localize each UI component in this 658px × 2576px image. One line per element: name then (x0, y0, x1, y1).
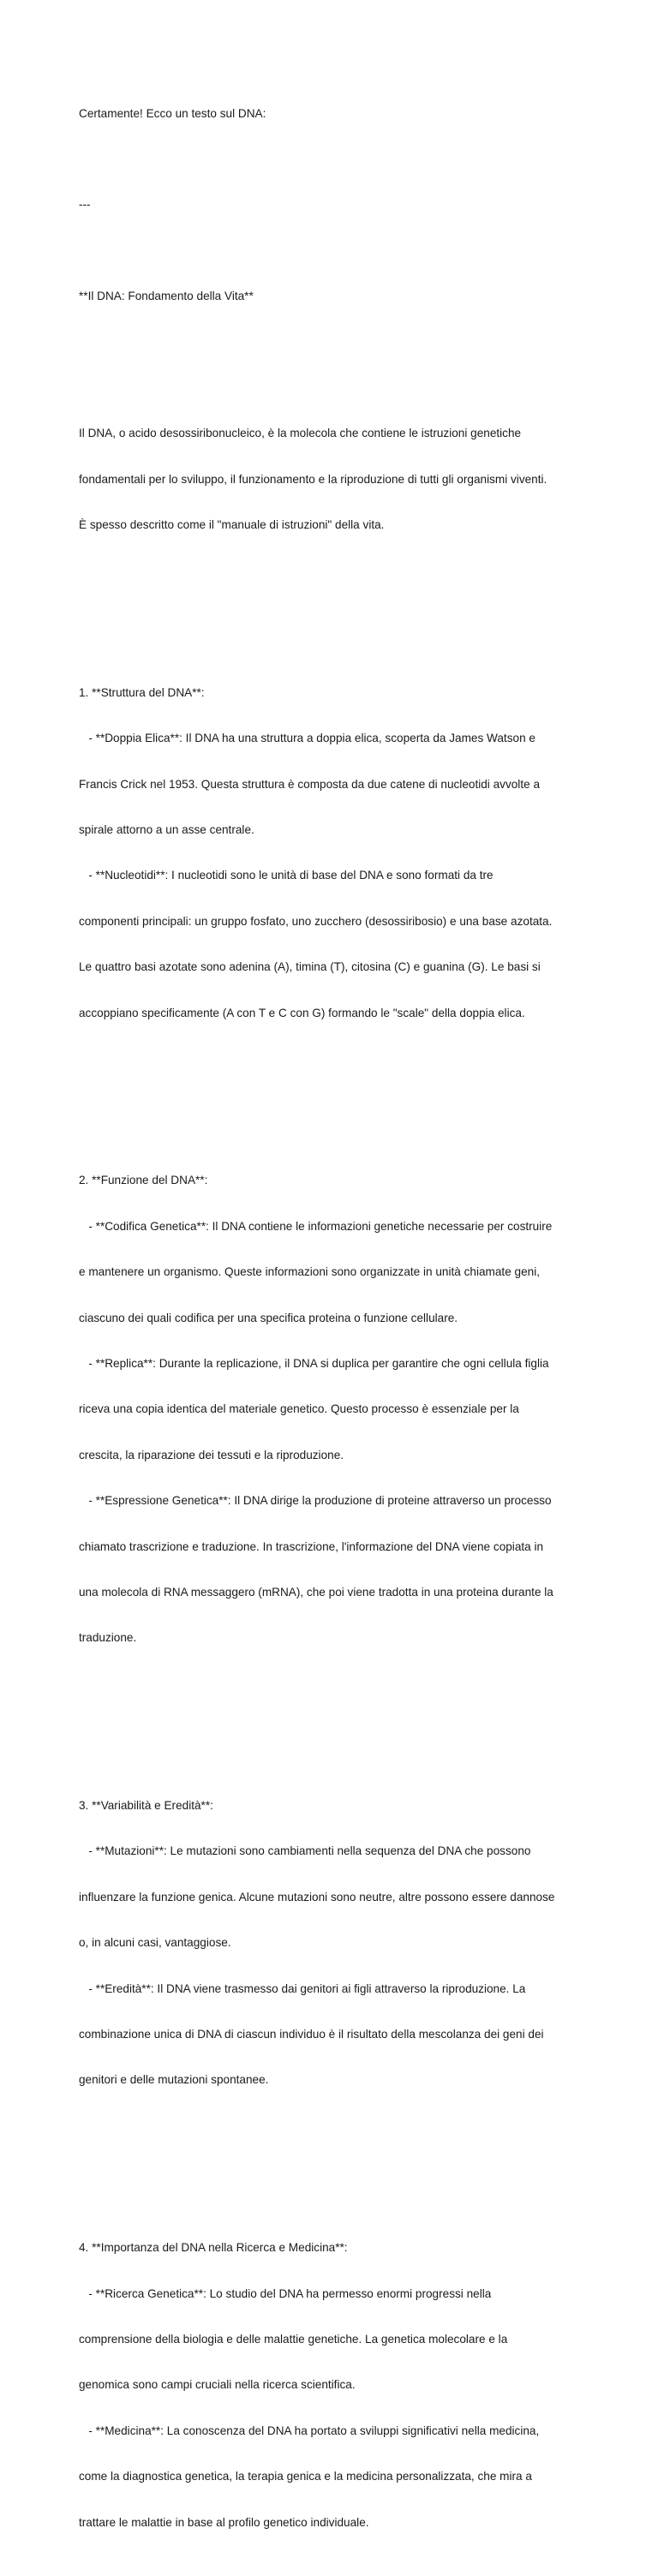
section-line: una molecola di RNA messaggero (mRNA), che poi viene tradotta in una proteina durante la (79, 1585, 553, 1599)
section-line: combinazione unica di DNA di ciascun individuo è il risultato della mescolanza dei geni dei (79, 2028, 544, 2041)
section-variability (79, 1767, 584, 2118)
spacer (79, 594, 584, 609)
section-line: - **Medicina**: La conoscenza del DNA ha portato a sviluppi significativi nella medicina, (79, 2424, 540, 2437)
section-heading: 4. **Importanza del DNA nella Ricerca e Medicina**: (79, 2241, 348, 2255)
section-line: chiamato trascrizione e traduzione. In trascrizione, l'informazione del DNA viene copiata in (79, 1539, 544, 1553)
section-line: - **Doppia Elica**: Il DNA ha una struttura a doppia elica, scoperta da James Watson e (79, 732, 535, 745)
section-line: Francis Crick nel 1953. Questa struttura è composta da due catene di nucleotidi avvolte a (79, 777, 541, 791)
section-heading: 1. **Struttura del DNA**: (79, 685, 205, 699)
section-line: traduzione. (79, 1631, 137, 1645)
section-line: genitori e delle mutazioni spontanee. (79, 2073, 269, 2087)
section-heading: 2. **Funzione del DNA**: (79, 1174, 208, 1187)
document-title: **Il DNA: Fondamento della Vita** (79, 290, 254, 303)
section-line: - **Mutazioni**: Le mutazioni sono cambiamenti nella sequenza del DNA che possono (79, 1844, 531, 1858)
section-line: - **Replica**: Durante la replicazione, il DNA si duplica per garantire che ogni cellula figlia (79, 1356, 549, 1370)
intro-paragraph (79, 396, 584, 564)
section-line: - **Codifica Genetica**: Il DNA contiene le informazioni genetiche necessarie per costruire (79, 1219, 553, 1233)
spacer (79, 243, 584, 259)
spacer (79, 2149, 584, 2164)
section-line: - **Eredità**: Il DNA viene trasmesso dai genitori ai figli attraverso la riproduzione. La (79, 1981, 526, 1995)
section-line: genomica sono campi cruciali nella ricerca scientifica. (79, 2378, 356, 2392)
section-line: influenzare la funzione genica. Alcune mutazioni sono neutre, altre possono essere dannose (79, 1890, 555, 1904)
section-line: ciascuno dei quali codifica per una specifica proteina o funzione cellulare. (79, 1311, 458, 1324)
section-line: trattare le malattie in base al profilo genetico individuale. (79, 2515, 369, 2529)
section-line: accoppiano specificamente (A con T e C con G) formando le "scale" della doppia elica. (79, 1006, 525, 1019)
separator-line: --- (79, 198, 91, 212)
spacer (79, 335, 584, 350)
paragraph-line: Il DNA, o acido desossiribonucleico, è la molecola che contiene le istruzioni genetiche (79, 427, 522, 440)
section-line: crescita, la riparazione dei tessuti e la riproduzione. (79, 1448, 344, 1461)
paragraph-line: È spesso descritto come il "manuale di istruzioni" della vita. (79, 518, 385, 532)
document-body (79, 75, 584, 2576)
section-line: - **Ricerca Genetica**: Lo studio del DNA ha permesso enormi progressi nella (79, 2286, 492, 2300)
spacer (79, 1082, 584, 1097)
section-line: e mantenere un organismo. Queste informazioni sono organizzate in unità chiamate geni, (79, 1265, 541, 1279)
section-line: riceva una copia identica del materiale genetico. Questo processo è essenziale per la (79, 1402, 519, 1416)
section-line: o, in alcuni casi, vantaggiose. (79, 1936, 231, 1950)
section-line: spirale attorno a un asse centrale. (79, 823, 254, 837)
section-line: - **Nucleotidi**: I nucleotidi sono le unità di base del DNA e sono formati da tre (79, 869, 494, 882)
section-line: componenti principali: un gruppo fosfato, uno zucchero (desossiribosio) e una base azotata. (79, 914, 553, 928)
section-function (79, 1143, 584, 1676)
section-importance (79, 2210, 584, 2561)
section-line: Le quattro basi azotate sono adenina (A), timina (T), citosina (C) e guanina (G). Le basi si (79, 960, 541, 974)
section-line: come la diagnostica genetica, la terapia genica e la medicina personalizzata, che mira a (79, 2470, 532, 2483)
spacer (79, 152, 584, 167)
section-heading: 3. **Variabilità e Eredità**: (79, 1799, 213, 1813)
spacer (79, 1706, 584, 1722)
section-structure (79, 654, 584, 1051)
paragraph-line: fondamentali per lo sviluppo, il funzionamento e la riproduzione di tutti gli organismi viventi. (79, 472, 547, 486)
section-line: - **Espressione Genetica**: Il DNA dirige la produzione di proteine attraverso un processo (79, 1494, 552, 1508)
section-line: comprensione della biologia e delle malattie genetiche. La genetica molecolare e la (79, 2332, 508, 2346)
intro-line: Certamente! Ecco un testo sul DNA: (79, 106, 266, 120)
